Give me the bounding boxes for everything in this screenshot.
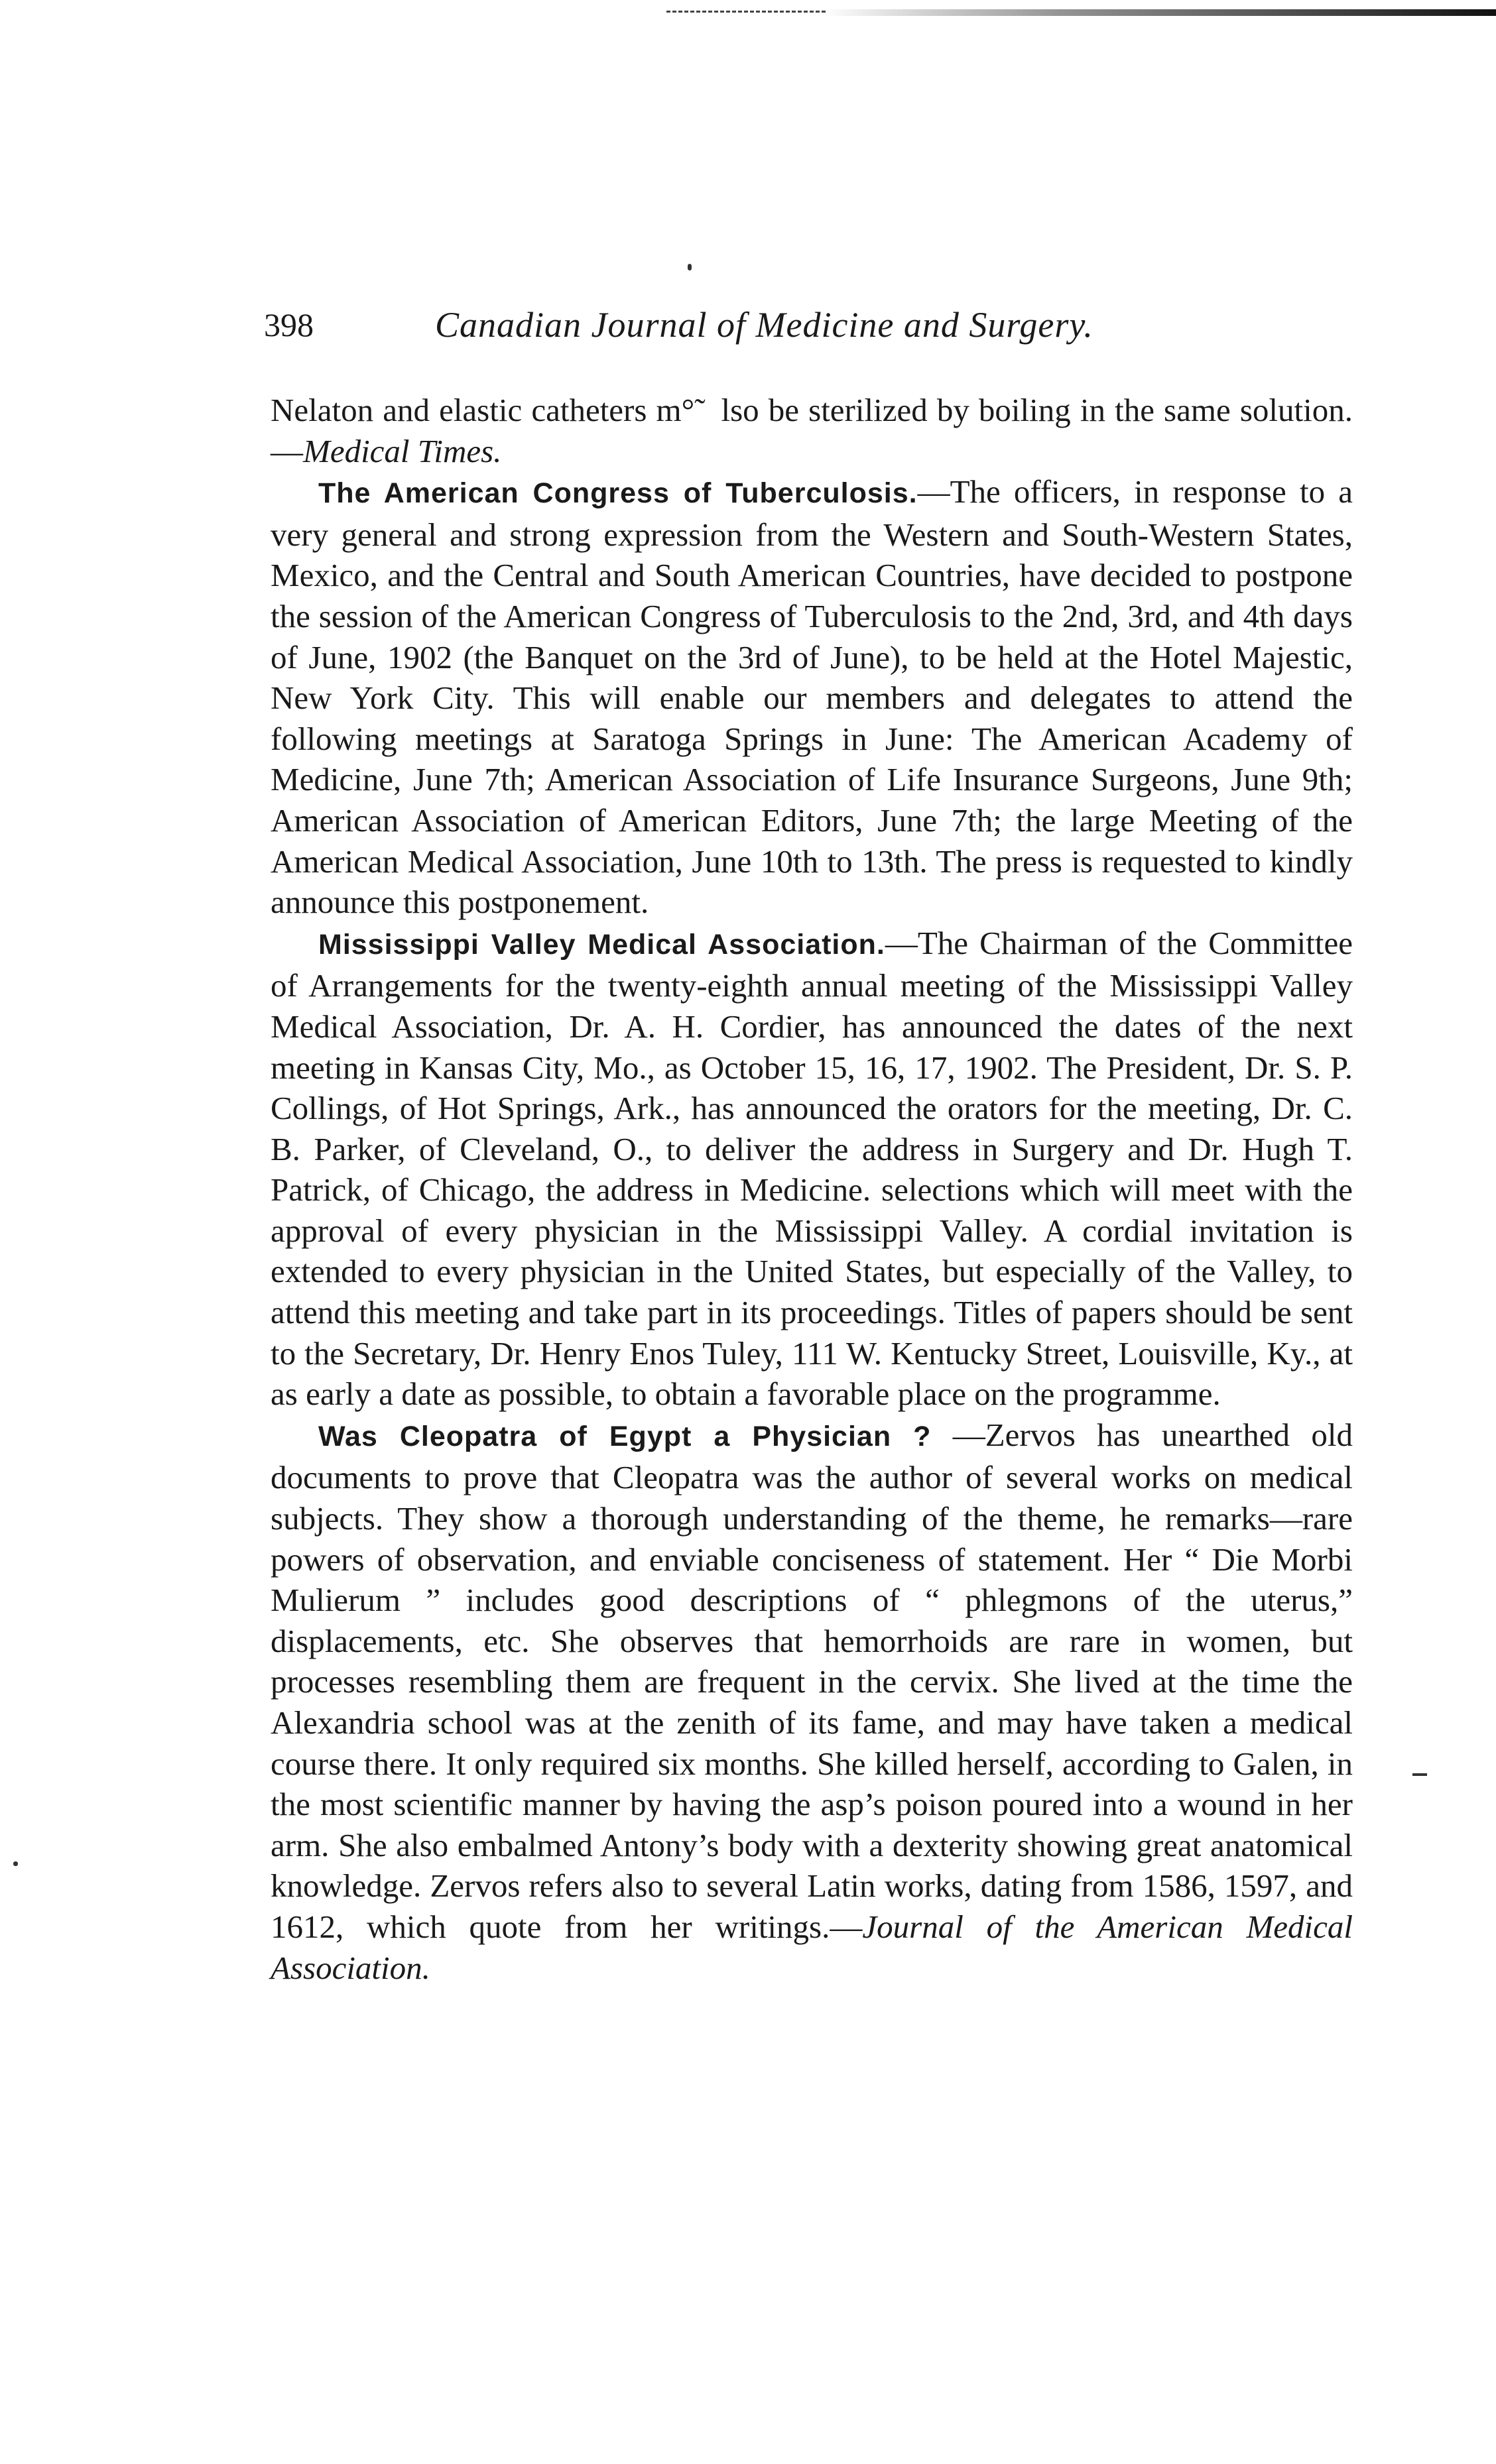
- mississippi-valley-paragraph: [271, 923, 1353, 1415]
- paragraph-text: —The Chairman of the Committee of Arrangements for the twenty-eighth annual meeting of the Mississippi Valley Medical Association, Dr. A. H. Cordier, has announced the dates of the next meeting in Kansas City, Mo., as October 15, 16, 17, 1902. The President, Dr. S. P. Collings, of Hot Springs, Ark., has announced the orators for the meeting, Dr. C. B. Parker, of Cleveland, O., to deliver the address in Surgery and Dr. Hugh T. Patrick, of Chicago, the address in Medicine. selections which will meet with the approval of every physician in the Mississippi Valley. A cordial invitation is extended to every physician in the United States, but especially of the Valley, to attend this meeting and take part in its proceedings. Titles of papers should be sent to the Secretary, Dr. Henry Enos Tuley, 111 W. Kentucky Street, Louisville, Ky., at as early a date as possible, to obtain a favorable place on the programme.: [271, 924, 1353, 1413]
- paragraph-text: —Zervos has unearthed old documents to prove that Cleopatra was the author of several works on medical subjects. They show a thorough understanding of the theme, he remarks—rare powers of observation, and enviable conciseness of statement. Her “ Die Morbi Mulierum ” includes good descriptions of “ phlegmons of the uterus,” displacements, etc. She observes that hemorrhoids are rare in women, but processes resembling them are frequent in the cervix. She lived at the time the Alexandria school was at the zenith of its fame, and may have taken a medical course there. It only required six months. She killed herself, according to Galen, in the most scientific manner by having the asp’s poison poured into a wound in her arm. She also embalmed Antony’s body with a dexterity showing great anatomical knowledge. Zervos refers also to several Latin works, dating from 1586, 1597, and 1612, which quote from her writings.—: [271, 1416, 1353, 1945]
- stray-mark: [1412, 1773, 1427, 1776]
- section-heading: Mississippi Valley Medical Association.: [318, 928, 885, 961]
- section-heading: The American Congress of Tuberculosis.: [318, 477, 918, 510]
- stray-mark: [688, 264, 692, 270]
- citation: Medical Times.: [303, 432, 502, 469]
- page-number: 398: [264, 306, 314, 343]
- paragraph-text: Nelaton and elastic catheters m°˜ lso be sterilized by boiling in the same solution.—: [271, 392, 1353, 469]
- page-header: [264, 298, 1365, 351]
- article-body: [271, 390, 1353, 1988]
- continuation-paragraph: [271, 390, 1353, 471]
- scan-top-dashes: [666, 11, 826, 13]
- cleopatra-paragraph: [271, 1415, 1353, 1988]
- tuberculosis-congress-paragraph: [271, 471, 1353, 923]
- stray-mark: [13, 1861, 18, 1866]
- section-heading: Was Cleopatra of Egypt a Physician ?: [318, 1420, 932, 1452]
- scan-top-edge: [822, 9, 1496, 16]
- paragraph-text: —The officers, in response to a very general and strong expression from the Western and South-Western States, Mexico, and the Central and South American Countries, have decided to postpone the session of the American Congress of Tuberculosis to the 2nd, 3rd, and 4th days of June, 1902 (the Banquet on the 3rd of June), to be held at the Hotel Majestic, New York City. This will enable our members and delegates to attend the following meetings at Saratoga Springs in June: The American Academy of Medicine, June 7th; American Association of Life Insurance Surgeons, June 9th; American Association of American Editors, June 7th; the large Meeting of the American Medical Association, June 10th to 13th. The press is requested to kindly announce this postponement.: [271, 473, 1353, 921]
- citation: Journal of the American Medical Association.: [271, 1908, 1353, 1986]
- running-head: Canadian Journal of Medicine and Surgery.: [435, 305, 1093, 345]
